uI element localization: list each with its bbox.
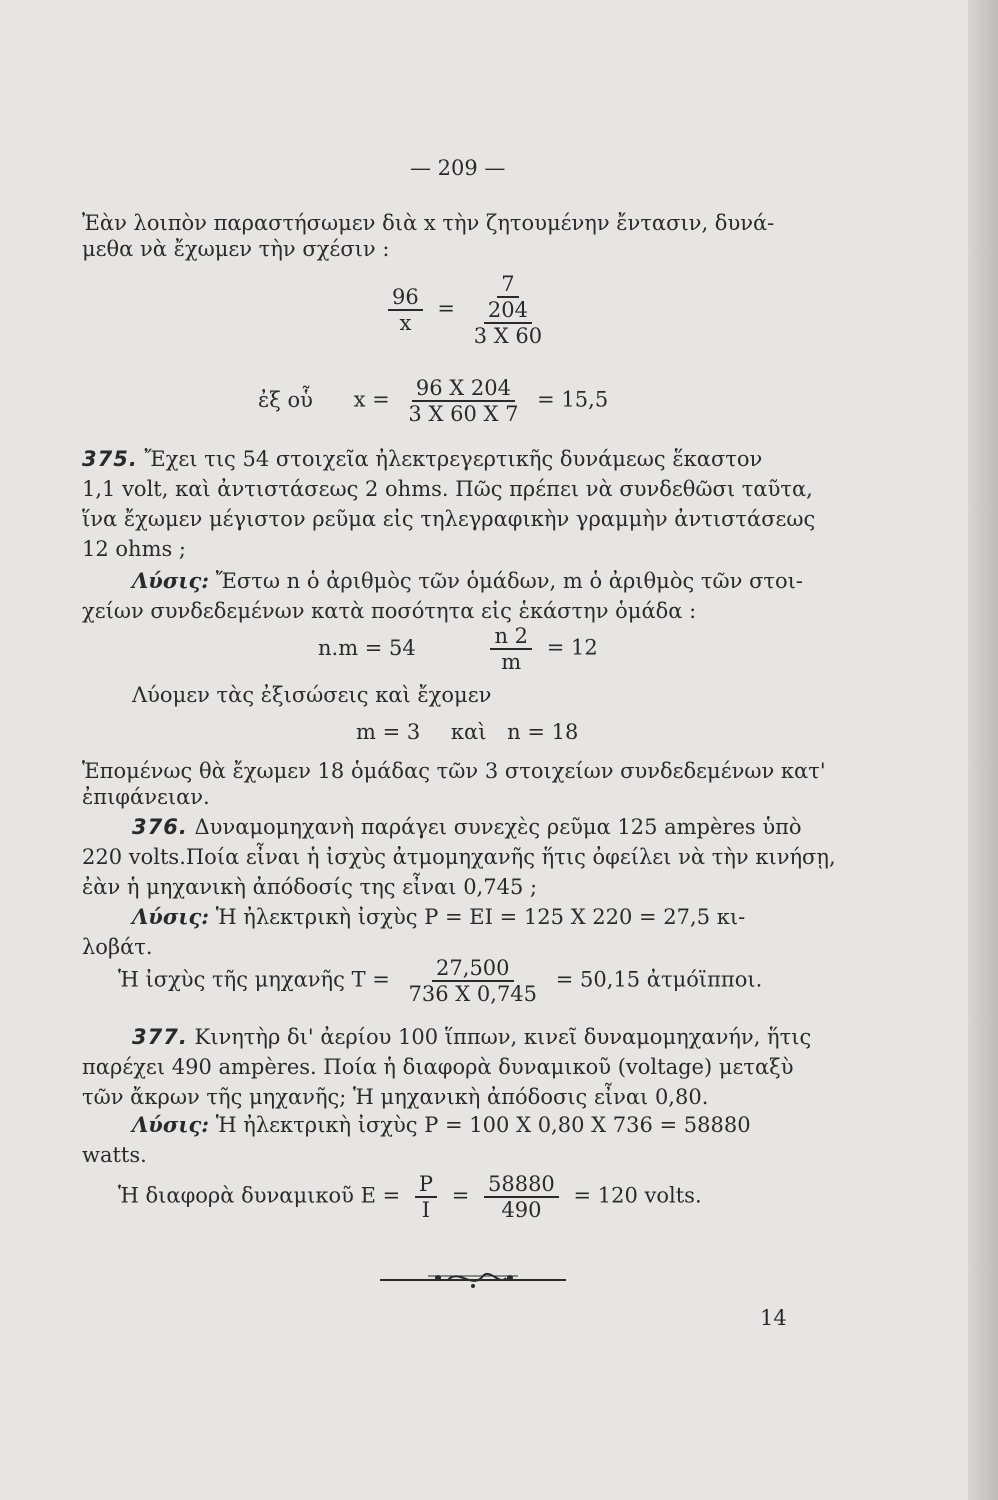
text-line: 220 volts.Ποία εἶναι ἡ ἰσχὺς ἀτμομηχανῆς ἥτις ὀφείλει νὰ τὴν κινήσῃ, xyxy=(82,845,836,869)
text-line: λοβάτ. xyxy=(82,935,153,959)
solution-375: Λύσις: Ἔστω n ὁ ἀριθμὸς τῶν ὁμάδων, m ὁ ἀριθμὸς τῶν στοι- xyxy=(132,568,804,593)
text-line: μεθα νὰ ἔχωμεν τὴν σχέσιν : xyxy=(82,237,390,261)
problem-number: 377. xyxy=(132,1025,188,1049)
text-line: τῶν ἄκρων τῆς μηχανῆς; Ἡ μηχανικὴ ἀπόδοσις εἶναι 0,80. xyxy=(82,1085,709,1109)
problem-number: 376. xyxy=(132,815,188,839)
problem-375: 375. Ἔχει τις 54 στοιχεῖα ἠλεκτρεγερτικῆς δυνάμεως ἕκαστον xyxy=(82,447,763,471)
text-line: παρέχει 490 ampères. Ποία ἡ διαφορὰ δυναμικοῦ (voltage) μεταξὺ xyxy=(82,1055,794,1079)
text-line: 12 ohms ; xyxy=(82,537,187,561)
equation-5: Ἡ ἰσχὺς τῆς μηχανῆς T = $\frac{27,500}{736 X 0,745}$ = 50,15 ἀτμόϊπποι. xyxy=(118,956,763,1006)
ornament-divider-icon xyxy=(378,1266,568,1292)
equation-2: ἐξ οὗ x = $\frac{96 X 204}{3 X 60 X 7}$ = 15,5 xyxy=(258,376,609,426)
solution-376: Λύσις: Ἡ ἠλεκτρικὴ ἰσχὺς P = EI = 125 X 220 = 27,5 κι- xyxy=(132,904,746,929)
equation-4: m = 3 καὶ n = 18 xyxy=(356,720,579,744)
text-line: ἐὰν ἡ μηχανικὴ ἀπόδοσίς της εἶναι 0,745 ; xyxy=(82,875,538,899)
text-line: watts. xyxy=(82,1143,147,1167)
text-line: 1,1 volt, καὶ ἀντιστάσεως 2 ohms. Πῶς πρέπει νὰ συνδεθῶσι ταῦτα, xyxy=(82,477,813,501)
equation-1: $\frac{96}{x}$ = 7 204 3 X 60 xyxy=(380,272,554,348)
text-line: ἵνα ἔχωμεν μέγιστον ρεῦμα εἰς τηλεγραφικὴν γραμμὴν ἀντιστάσεως xyxy=(82,507,816,531)
problem-376: 376. Δυναμομηχανὴ παράγει συνεχὲς ρεῦμα 125 ampères ὑπὸ xyxy=(132,815,802,839)
text-line: Λύομεν τὰς ἐξισώσεις καὶ ἔχομεν xyxy=(132,683,492,707)
text-line: Ἑπομένως θὰ ἔχωμεν 18 ὁμάδας τῶν 3 στοιχείων συνδεδεμένων κατ' xyxy=(82,759,826,783)
text-line: ἐπιφάνειαν. xyxy=(82,785,210,809)
text-line: χείων συνδεδεμένων κατὰ ποσότητα εἰς ἑκάστην ὁμάδα : xyxy=(82,599,697,623)
equation-6: Ἡ διαφορὰ δυναμικοῦ E = $\frac{P}{I}$ = $\frac{58880}{490}$ = 120 volts. xyxy=(118,1172,702,1222)
problem-377: 377. Κινητὴρ δι' ἀερίου 100 ἵππων, κινεῖ δυναμομηχανήν, ἥτις xyxy=(132,1025,812,1049)
text-line: Ἐὰν λοιπὸν παραστήσωμεν διὰ x τὴν ζητουμένην ἔντασιν, δυνά- xyxy=(82,211,775,235)
equation-3: n.m = 54 $\frac{n 2}{m}$ = 12 xyxy=(318,624,598,674)
solution-377: Λύσις: Ἡ ἠλεκτρικὴ ἰσχὺς P = 100 X 0,80 X 736 = 58880 xyxy=(132,1112,751,1137)
page-edge xyxy=(968,0,998,1500)
page-number: — 209 — xyxy=(410,156,506,180)
problem-number: 375. xyxy=(82,447,138,471)
signature-mark: 14 xyxy=(760,1306,787,1330)
